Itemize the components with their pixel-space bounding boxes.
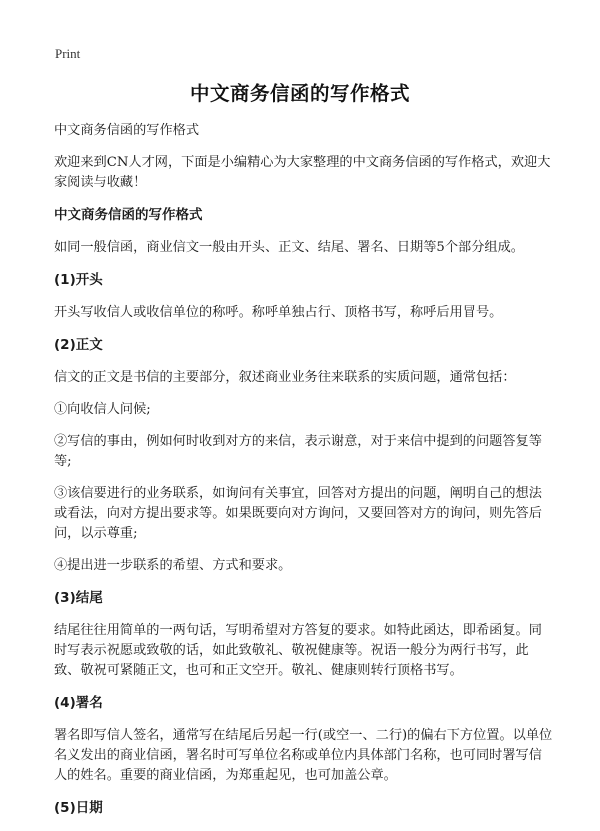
section-2-item-3: ③该信要进行的业务联系，如询问有关事宜，回答对方提出的问题，阐明自己的想法或看法，向对方提出要求等。如果既要向对方询问，又要回答对方的询问，则先答后问，以示尊重; [54,486,542,541]
section-2-paragraph: 信文的正文是书信的主要部分，叙述商业业务往来联系的实质问题，通常包括： [54,370,516,385]
section-3-paragraph: 结尾往往用简单的一两句话，写明希望对方答复的要求。如特此函达，即希函复。同时写表示祝愿或致敬的话，如此致敬礼、敬祝健康等。祝语一般分为两行书写，此致、敬祝可紧随正文，也可和正文空开。敬礼、健康则转行顶格书写。 [54,623,542,678]
section-heading: 中文商务信函的写作格式 [54,207,203,223]
section-4-paragraph: 署名即写信人签名，通常写在结尾后另起一行(或空一、二行)的偏右下方位置。以单位名义发出的商业信函，署名时可写单位名称或单位内具体部门名称，也可同时署写信人的姓名。重要的商业信函，为郑重起见，也可加盖公章。 [54,728,553,783]
print-label: Print [55,46,81,61]
document-title: 中文商务信函的写作格式 [189,82,410,105]
section-2-item-2: ②写信的事由，例如何时收到对方的来信，表示谢意，对于来信中提到的问题答复等等; [54,434,542,469]
overview-paragraph: 如同一般信函，商业信文一般由开头、正文、结尾、署名、日期等5个部分组成。 [54,240,524,255]
section-2-heading: (2)正文 [54,337,103,353]
section-3-heading: (3)结尾 [54,590,103,606]
section-2-item-1: ①向收信人问候; [54,402,151,417]
document-body [54,121,554,831]
intro-paragraph: 欢迎来到CN人才网，下面是小编精心为大家整理的中文商务信函的写作格式，欢迎大家阅读与收藏！ [54,155,551,190]
section-5-heading: (5)日期 [54,800,103,816]
section-1-heading: (1)开头 [54,272,103,288]
section-4-heading: (4)署名 [54,695,103,711]
subtitle-text: 中文商务信函的写作格式 [54,123,200,138]
section-2-item-4: ④提出进一步联系的希望、方式和要求。 [54,558,292,573]
section-1-paragraph: 开头写收信人或收信单位的称呼。称呼单独占行、顶格书写，称呼后用冒号。 [54,305,503,320]
